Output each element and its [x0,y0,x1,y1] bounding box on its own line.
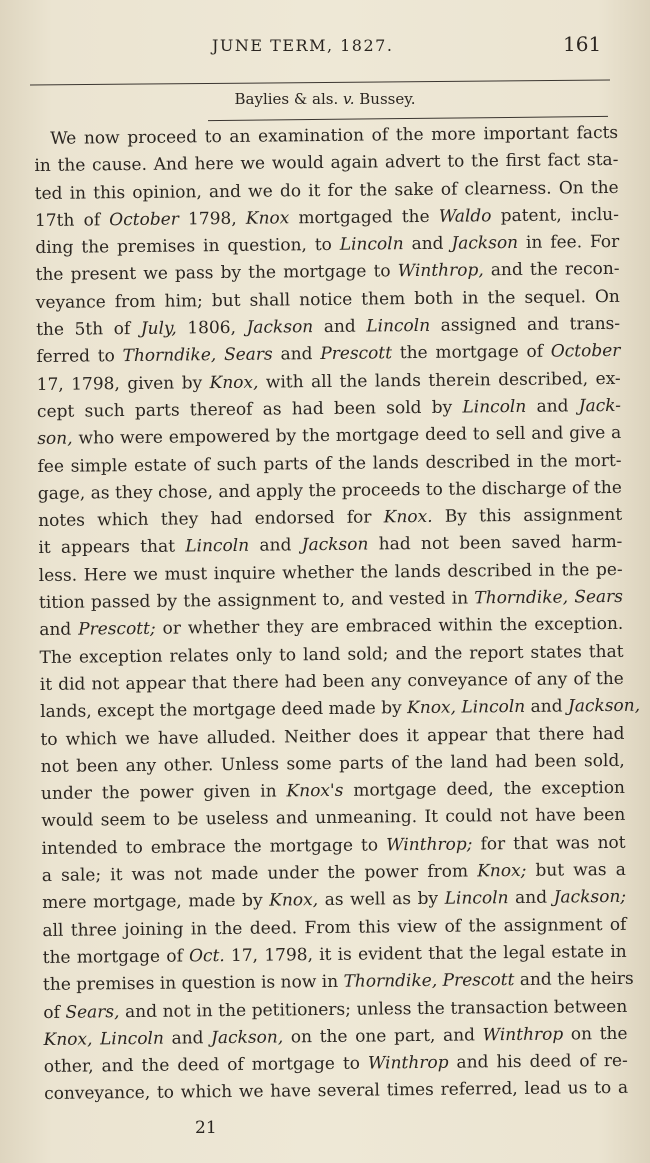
text-run: veyance from him; but shall notice them both in the sequel. On [35,286,620,313]
text-run: the mortgage of [391,341,551,364]
text-run: lands, except the mortgage deed made by [40,698,408,723]
text-run: conveyance, to which we have several times referred, lead us to a [44,1078,629,1105]
text-run: and [508,887,554,909]
text-run: a sale; it was not made under the power from [41,861,478,886]
text-run: would seem to be useless and unmeaning. It could not have been [41,805,626,832]
italic-name: Oct. [188,945,225,967]
italic-name: Lincoln [185,536,250,557]
text-run: and [39,619,79,641]
text-run: it appears that [38,536,186,559]
text-run: and the recon- [483,259,620,281]
italic-name: Jackson, [567,695,641,717]
italic-name: Winthrop, [397,260,484,282]
text-run: with all the lands therein described, ex- [258,368,621,393]
italic-name: Knox; [477,860,527,882]
italic-name: Knox, [269,890,319,911]
text-run: gage, as they chose, and apply the proceeds to the discharge of the [37,477,622,504]
italic-name: Knox, Lincoln [43,1028,164,1050]
italic-name: Lincoln [366,315,431,337]
italic-name: son, [37,428,73,450]
text-run: and [526,396,579,417]
text-run: ferred to [36,346,123,368]
italic-name: Waldo [438,206,492,227]
text-run: less. Here we must inquire whether the lands described in the pe- [38,559,623,586]
page-number: 161 [563,32,602,56]
text-run: and [403,233,452,255]
italic-name: Prescott [320,343,393,365]
text-run: assigned and trans- [430,313,621,336]
text-run: as well as by [317,889,445,911]
text-run: and [313,316,367,338]
text-run: not been any other. Unless some parts of the land had been sold, [40,750,625,777]
italic-name: Jackson [451,233,519,254]
italic-name: Knox, [209,372,259,393]
text-run: but was a [526,859,626,881]
italic-name: Knox. [383,507,433,528]
text-run: for that was not [472,832,626,855]
italic-name: Winthrop; [386,834,473,856]
text-run: mere mortgage, made by [42,890,270,914]
text-run: patent, inclu- [491,204,620,227]
text-run: intended to embrace the mortgage to [41,835,387,859]
italic-name: Jackson, [211,1027,284,1048]
text-run: the present we pass by the mortgage to [35,261,398,286]
italic-name: Jack- [578,395,622,417]
signature-mark: 21 [195,1118,217,1138]
text-run: cept such parts thereof as had been sold by [36,397,463,422]
text-run: ding the premises in question, to [35,234,340,259]
text-run: mortgaged the [289,206,439,229]
text-run: and [249,535,302,557]
italic-name: Thorndike, Prescott [343,970,515,993]
case-parties: Baylies & als. [234,90,339,108]
text-run: and his deed of re- [448,1050,628,1073]
text-run: mortgage deed, the exception [343,777,626,801]
text-run: By this assignment [432,505,623,528]
italic-name: Jackson [246,317,314,338]
text-run: 1798, [178,208,246,230]
text-run: in fee. For [517,232,620,254]
text-run: on the one part, and [283,1025,483,1048]
italic-name: Knox's [286,780,344,802]
text-run: fee simple estate of such parts of the lands described in the mort- [37,450,622,477]
italic-name: Sears, [65,1001,120,1023]
text-run: it did not appear that there had been any conveyance of any of the [39,668,624,695]
italic-name: Thorndike, Sears [122,344,273,367]
text-run: ted in this opinion, and we do it for the sake of clearness. On the [34,177,619,204]
text-run: in the cause. And here we would again advert to the first fact sta- [34,150,619,177]
opinion-text [34,120,641,1109]
text-run: the 5th of [36,318,141,341]
text-run: and [163,1027,212,1049]
text-run: on the [563,1023,628,1045]
text-run: and not in the petitioners; unless the transaction between [119,996,628,1022]
italic-name: Jackson [301,534,369,556]
case-title [0,90,650,108]
case-versus: v. [343,90,355,108]
header-rule [30,79,610,85]
text-run: the premises in question is now in [42,972,344,996]
italic-name: Knox, Lincoln [407,697,526,719]
text-run: all three joining in the deed. From this view of the assignment of [42,914,627,941]
text-run: under the power given in [40,781,287,805]
text-line [44,1075,628,1108]
text-run: and the heirs [514,968,634,991]
text-run: We now proceed to an examination of the more important facts [50,122,619,149]
text-run: and [272,344,321,365]
text-run: had not been saved harm- [368,532,623,555]
text-run: 17, 1798, given by [36,372,210,395]
italic-name: October [550,341,621,362]
text-run: who were empowered by the mortgage deed to sell and give a [72,423,622,449]
text-run: 1806, [176,317,247,339]
italic-name: Thorndike, Sears [474,586,624,609]
italic-name: Winthrop [367,1052,449,1074]
text-run: to which we have alluded. Neither does it appear that there had [40,723,625,750]
text-run: tition passed by the assignment to, and vested in [38,588,475,614]
italic-name: Lincoln [339,234,404,255]
text-run: of [43,1002,66,1023]
text-run: the mortgage of [42,946,190,968]
running-title: JUNE TERM, 1827. [212,36,394,55]
text-run: 17th of [34,210,110,231]
italic-name: July, [140,318,177,339]
text-run: 17, 1798, it is evident that the legal estate in [224,941,627,966]
italic-name: Jackson; [553,887,627,908]
italic-name: Winthrop [482,1024,564,1046]
case-respondent: Bussey. [359,90,416,108]
text-run: or whether they are embraced within the exception. [155,614,624,640]
running-head [0,30,650,60]
italic-name: October [109,209,179,231]
italic-name: Prescott; [78,619,156,640]
text-run: The exception relates only to land sold; and the report states that [39,641,624,668]
text-run: and [525,696,569,718]
italic-name: Lincoln [462,396,527,418]
text-run: notes which they had endorsed for [38,507,384,532]
italic-name: Knox [245,208,290,229]
italic-name: Lincoln [444,888,509,910]
text-run: other, and the deed of mortgage to [43,1053,369,1078]
